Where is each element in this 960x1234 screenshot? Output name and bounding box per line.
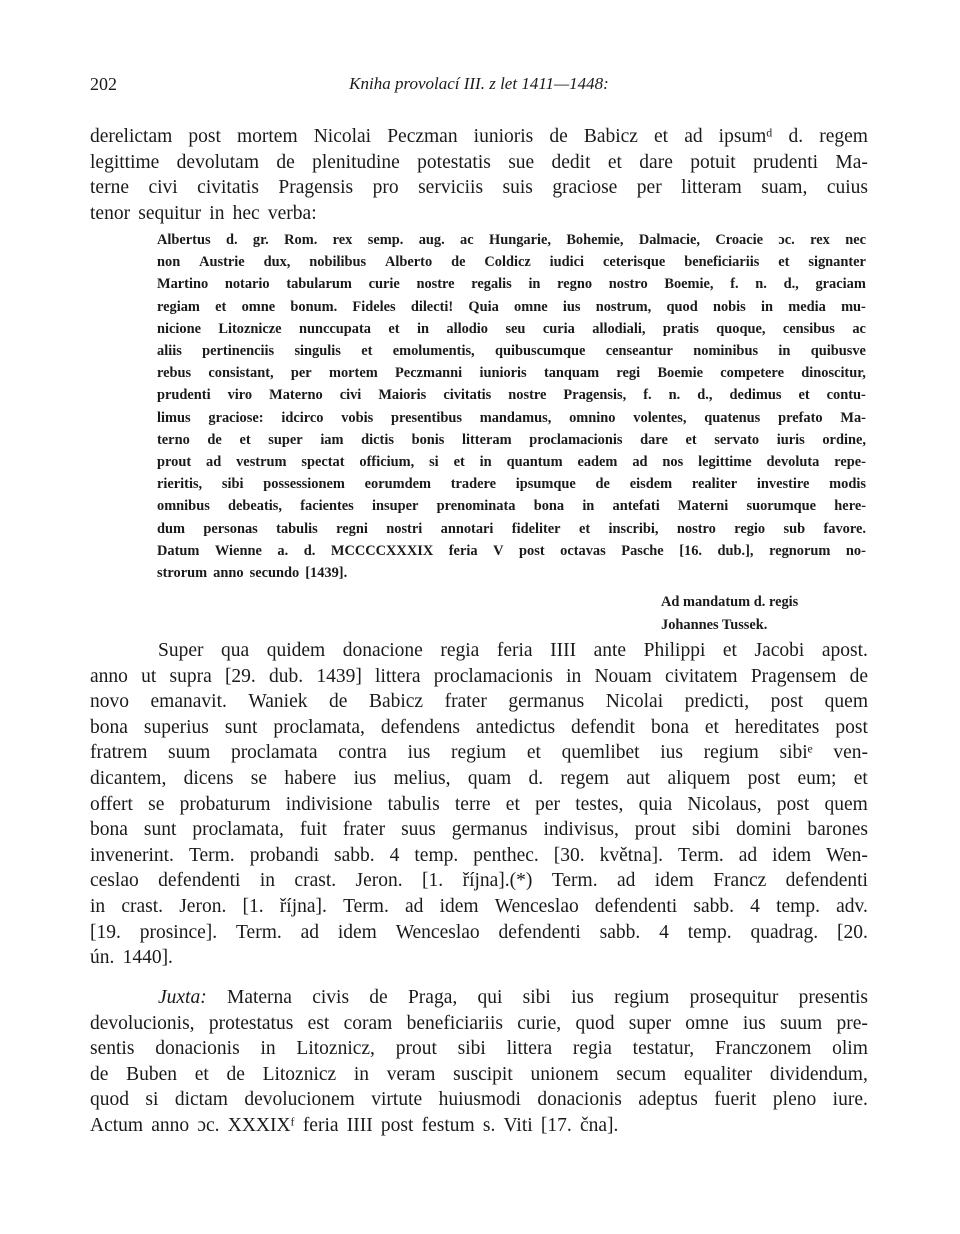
charter-quotation bbox=[157, 229, 866, 584]
text-line: sentis donacionis in Litoznicz, prout sibi littera regia testatur, Franczonem olim bbox=[90, 1038, 868, 1060]
text-line: dicantem, dicens se habere ius melius, quam d. regem aut aliquem post eum; et bbox=[90, 767, 868, 789]
text-line: Super qua quidem donacione regia feria IIII ante Philippi et Jacobi apost. bbox=[158, 640, 868, 661]
juxta-paragraph bbox=[90, 985, 868, 1139]
text-line: ceslao defendenti in crast. Jeron. [1. října].(*) Term. ad idem Francz defendenti bbox=[90, 870, 868, 892]
text-line: non Austrie dux, nobilibus Alberto de Coldicz iudici ceterisque beneficiariis et signanter bbox=[157, 254, 866, 271]
text-line: de Buben et de Litoznicz in veram suscipit unionem secum equaliter dividendum, bbox=[90, 1063, 868, 1085]
text-line: in crast. Jeron. [1. října]. Term. ad idem Wenceslao defendenti sabb. 4 temp. adv. bbox=[90, 895, 868, 917]
signature-line: Johannes Tussek. bbox=[661, 617, 768, 633]
signature-line: Ad mandatum d. regis bbox=[661, 594, 799, 610]
text-line: offert se probaturum indivisione tabulis terre et per testes, quia Nicolaus, post quem bbox=[90, 793, 868, 815]
text-line: rebus consistant, per mortem Peczmanni iunioris tanquam regi Boemie competere dinoscitur, bbox=[157, 365, 866, 382]
text-line: quod si dictam devolucionem virtute huiusmodi donacionis adeptus fuerit pleno iure. bbox=[90, 1089, 868, 1111]
text-line: rieritis, sibi possessionem eorumdem tradere ipsumque de eisdem realiter investire modis bbox=[157, 476, 866, 493]
text-line: legittime devolutam de plenitudine potestatis sue dedit et dare potuit prudenti Ma- bbox=[90, 151, 868, 173]
text-line: devolucionis, protestatus est coram beneficiariis curie, quod super omne ius suum pre- bbox=[90, 1012, 868, 1034]
text-line: invenerint. Term. probandi sabb. 4 temp. penthec. [30. května]. Term. ad idem Wen- bbox=[90, 844, 868, 866]
text-line: dum personas tabulis regni nostri annotari fideliter et inscribi, nostro regio sub favore. bbox=[157, 520, 866, 537]
text-line: prudenti viro Materno civi Maioris civitatis nostre Pragensis, f. n. d., dedimus et contu- bbox=[157, 387, 866, 404]
text-line: limus graciose: idcirco vobis presentibus mandamus, omnino volentes, quatenus prefato Ma- bbox=[157, 409, 866, 426]
intro-paragraph bbox=[90, 124, 868, 226]
text-line: anno ut supra [29. dub. 1439] littera proclamacionis in Nouam civitatem Pragensem de bbox=[90, 665, 868, 687]
text-line: Albertus d. gr. Rom. rex semp. aug. ac Hungarie, Bohemie, Dalmacie, Croacie ɔc. rex nec bbox=[157, 232, 866, 248]
text-line: nicione Litoznicze nunccupata et in allodio seu curia allodiali, pratis quoque, censibus ac bbox=[157, 320, 866, 337]
text-line: Datum Wienne a. d. MCCCCXXXIX feria V post octavas Pasche [16. dub.], regnorum no- bbox=[157, 542, 866, 559]
text-line: terno de et super iam dictis bonis litteram proclamacionis dare et servato iuris ordine, bbox=[157, 431, 866, 448]
page-header bbox=[90, 74, 868, 98]
main-paragraph bbox=[90, 638, 868, 971]
text-line: strorum anno secundo [1439]. bbox=[157, 565, 348, 582]
text-line: Martino notario tabularum curie nostre regalis in regno nostro Boemie, f. n. d., graciam bbox=[157, 276, 866, 293]
text-line: fratrem suum proclamata contra ius regium et quemlibet ius regium sibiᵉ ven- bbox=[90, 742, 868, 764]
charter-signature bbox=[661, 591, 798, 637]
page-number: 202 bbox=[90, 74, 117, 94]
text-line: ún. 1440]. bbox=[90, 947, 173, 969]
text-line: derelictam post mortem Nicolai Peczman iunioris de Babicz et ad ipsumᵈ d. regem bbox=[90, 126, 868, 147]
text-line: prout ad vestrum spectat officium, si et in quantum eadem ad nos legittime devoluta repe- bbox=[157, 454, 866, 471]
text-line: bona superius sunt proclamata, defendens antedictus defendit bona et hereditates post bbox=[90, 716, 868, 738]
text-line: tenor sequitur in hec verba: bbox=[90, 202, 317, 224]
text-line: [19. prosince]. Term. ad idem Wenceslao defendenti sabb. 4 temp. quadrag. [20. bbox=[90, 921, 868, 943]
text-line: regiam et omne bonum. Fideles dilecti! Quia omne ius nostrum, quod nobis in media mu- bbox=[157, 298, 866, 315]
text-line: Actum anno ɔc. XXXIXᶠ feria IIII post festum s. Viti [17. čna]. bbox=[90, 1114, 619, 1136]
text-line: terne civi civitatis Pragensis pro serviciis suis graciose per litteram suam, cuius bbox=[90, 177, 868, 199]
text-line: Juxta: Materna civis de Praga, qui sibi ius regium prosequitur presentis bbox=[158, 987, 868, 1008]
text-line: novo emanavit. Waniek de Babicz frater germanus Nicolai predicti, post quem bbox=[90, 691, 868, 713]
text-line: bona sunt proclamata, fuit frater suus germanus indivisus, prout sibi domini barones bbox=[90, 819, 868, 841]
running-title: Kniha provolací III. z let 1411—1448: bbox=[349, 74, 609, 93]
text-line: omnibus debeatis, facientes insuper prenominata bona in antefati Materni suorumque here- bbox=[157, 498, 866, 515]
text-line: aliis pertinenciis singulis et emolumentis, quibuscumque censeantur nominibus in quibusve bbox=[157, 343, 866, 360]
